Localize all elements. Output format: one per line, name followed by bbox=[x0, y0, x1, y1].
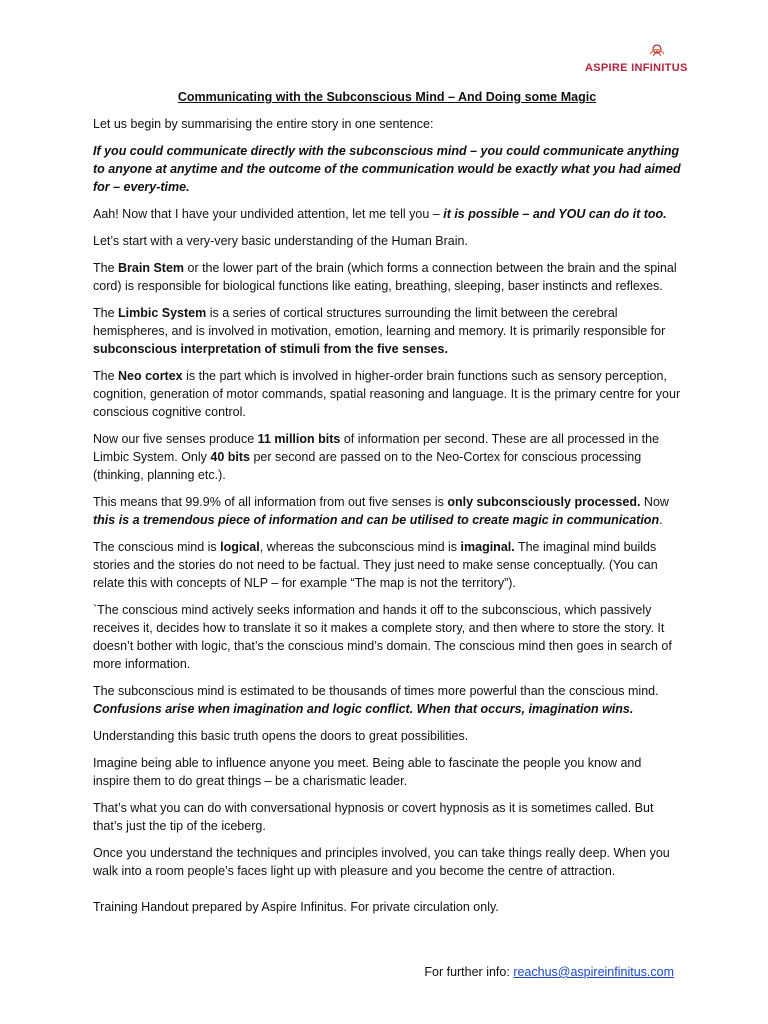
contact-info bbox=[424, 963, 674, 981]
senses-bits-million: 11 million bits bbox=[257, 432, 341, 446]
neo-cortex-pre: The bbox=[93, 369, 119, 383]
neo-cortex-paragraph bbox=[93, 367, 681, 421]
limbic-pre: The bbox=[93, 306, 119, 320]
imagine-paragraph: Imagine being able to influence anyone you meet. Being able to fascinate the people you know and inspire them to do great things – be a charismatic leader. bbox=[93, 756, 642, 788]
means-emphasis: this is a tremendous piece of information and can be utilised to create magic in communication bbox=[93, 513, 660, 527]
basic-understanding-paragraph: Let’s start with a very-very basic understanding of the Human Brain. bbox=[93, 234, 468, 248]
limbic-paragraph bbox=[93, 304, 681, 358]
attention-paragraph bbox=[93, 205, 681, 223]
brain-stem-text: or the lower part of the brain (which forms a connection between the brain and the spinal cord) is responsible for biological functions like eating, breathing, sleeping, baser instincts and reflexes. bbox=[93, 261, 677, 293]
logo-wordmark: ASPIRE INFINITUS bbox=[585, 62, 688, 74]
brain-stem-term: Brain Stem bbox=[118, 261, 185, 275]
document-body bbox=[93, 88, 681, 925]
company-logo bbox=[583, 42, 688, 80]
powerful-text: The subconscious mind is estimated to be thousands of times more powerful than the conscious mind. bbox=[93, 684, 659, 698]
means-paragraph bbox=[93, 493, 681, 529]
powerful-paragraph bbox=[93, 682, 681, 718]
means-post: . bbox=[659, 513, 663, 527]
limbic-text: is a series of cortical structures surrounding the limit between the cerebral hemispheres, and is involved in motivation, emotion, learning and memory. It is primarily responsible for bbox=[93, 306, 666, 338]
logical-term: logical bbox=[220, 540, 260, 554]
deep-paragraph: Once you understand the techniques and principles involved, you can take things really deep. When you walk into a room people’s faces light up with pleasure and you become the centre of attraction. bbox=[93, 846, 670, 878]
limbic-term: Limbic System bbox=[118, 306, 207, 320]
logical-post: The imaginal mind builds stories and the stories do not need to be factual. They just need to make sense conceptually. (You can relate this with concepts of NLP – for example “The map is not the territory”). bbox=[93, 540, 658, 590]
senses-pre: Now our five senses produce bbox=[93, 432, 258, 446]
attention-emphasis: it is possible – and YOU can do it too. bbox=[443, 207, 667, 221]
senses-post: per second are passed on to the Neo-Cortex for conscious processing (thinking, planning etc.). bbox=[93, 450, 642, 482]
neo-cortex-term: Neo cortex bbox=[118, 369, 183, 383]
means-bold: only subconsciously processed. bbox=[447, 495, 641, 509]
truth-paragraph: Understanding this basic truth opens the doors to great possibilities. bbox=[93, 729, 469, 743]
summary-paragraph: If you could communicate directly with the subconscious mind – you could communicate anything to anyone at anytime and the outcome of the communication would be exactly what you had aimed for – every-time. bbox=[93, 144, 681, 194]
means-pre: This means that 99.9% of all information from out five senses is bbox=[93, 495, 448, 509]
powerful-emphasis: Confusions arise when imagination and logic conflict. When that occurs, imagination wins. bbox=[93, 702, 634, 716]
seeks-paragraph: `The conscious mind actively seeks information and hands it off to the subconscious, which passively receives it, decides how to translate it so it makes a complete story, and then where to store the story. It doesn’t bother with logic, that’s the conscious mind’s domain. The conscious mind then goes in search of more information. bbox=[93, 603, 672, 671]
logical-pre: The conscious mind is bbox=[93, 540, 221, 554]
logical-paragraph bbox=[93, 538, 681, 592]
brain-stem-pre: The bbox=[93, 261, 119, 275]
intro-paragraph: Let us begin by summarising the entire story in one sentence: bbox=[93, 117, 434, 131]
hypnosis-paragraph: That’s what you can do with conversational hypnosis or covert hypnosis as it is sometimes called. But that’s just the tip of the iceberg. bbox=[93, 801, 654, 833]
senses-paragraph bbox=[93, 430, 681, 484]
contact-label: For further info: bbox=[424, 965, 514, 979]
limbic-emphasis: subconscious interpretation of stimuli from the five senses. bbox=[93, 342, 448, 356]
document-title: Communicating with the Subconscious Mind – And Doing some Magic bbox=[177, 90, 597, 104]
contact-email-link[interactable]: reachus@aspireinfinitus.com bbox=[513, 965, 674, 979]
attention-text: Aah! Now that I have your undivided attention, let me tell you – bbox=[93, 207, 444, 221]
footer-note: Training Handout prepared by Aspire Infinitus. For private circulation only. bbox=[93, 900, 499, 914]
senses-mid: of information per second. These are all processed in the Limbic System. Only bbox=[93, 432, 660, 464]
brain-stem-paragraph bbox=[93, 259, 681, 295]
means-mid: Now bbox=[640, 495, 669, 509]
logical-mid: , whereas the subconscious mind is bbox=[259, 540, 461, 554]
neo-cortex-text: is the part which is involved in higher-order brain functions such as sensory perception, cognition, generation of motor commands, spatial reasoning and language. It is the primary centre for your conscious cognitive control. bbox=[93, 369, 681, 419]
senses-bits-forty: 40 bits bbox=[210, 450, 250, 464]
imaginal-term: imaginal. bbox=[460, 540, 515, 554]
logo-emblem-icon bbox=[647, 42, 667, 60]
